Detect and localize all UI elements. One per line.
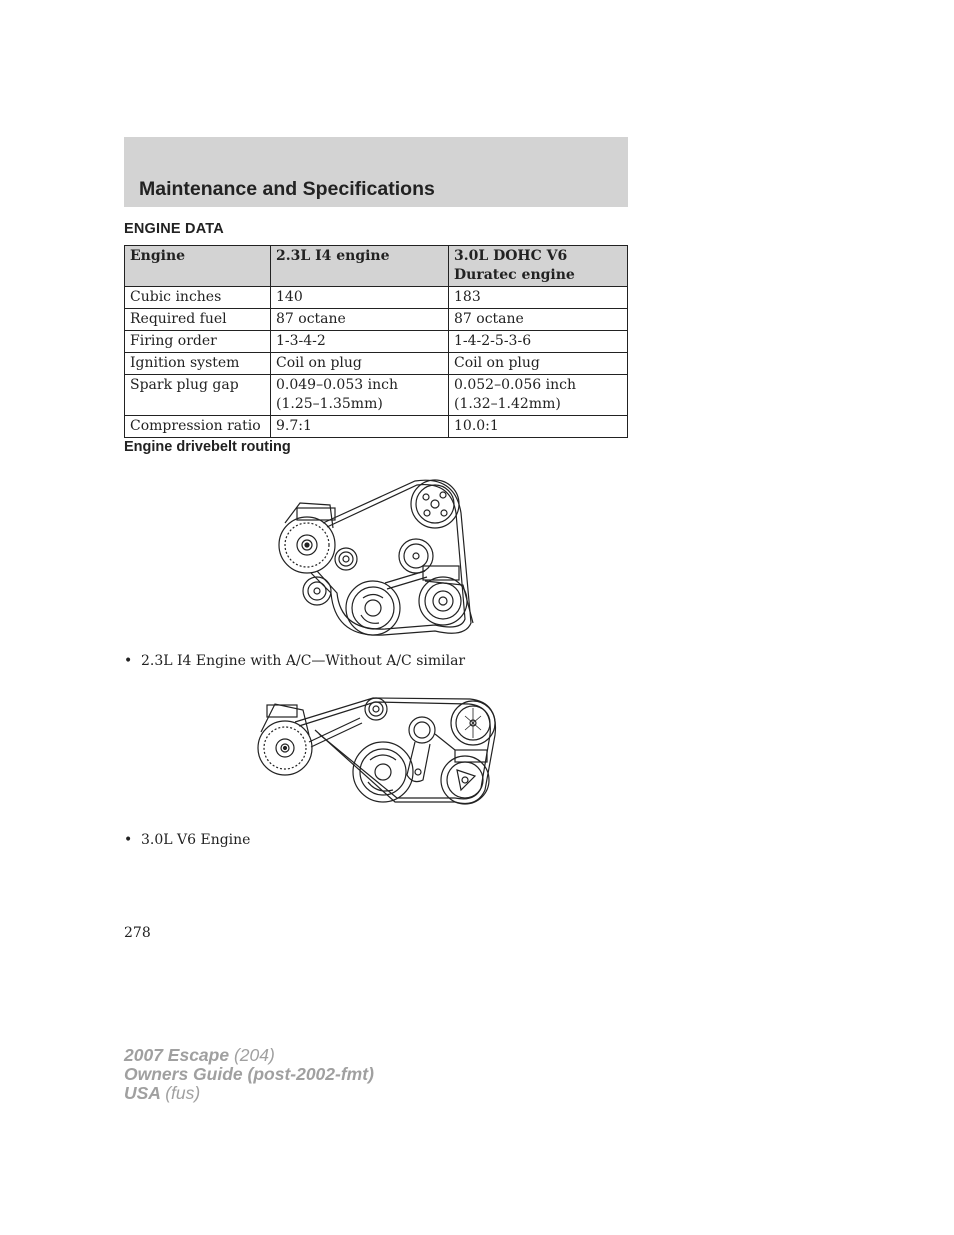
table-cell: 10.0:1 — [449, 416, 628, 438]
bullet-icon: • — [124, 653, 133, 669]
table-cell: Required fuel — [125, 309, 271, 331]
bullet-icon: • — [124, 832, 133, 848]
idler-pulley — [335, 548, 357, 570]
power-steering-pulley — [451, 701, 495, 745]
table-cell: Spark plug gap — [125, 375, 271, 416]
caption-v6 — [124, 832, 250, 848]
header-band — [124, 137, 628, 207]
water-pump-pulley — [399, 539, 433, 573]
footer-market: USA — [124, 1083, 161, 1103]
table-cell: Ignition system — [125, 353, 271, 375]
table-cell: Coil on plug — [271, 353, 449, 375]
section-heading: ENGINE DATA — [124, 221, 224, 237]
page-number: 278 — [124, 925, 151, 941]
crankshaft-pulley — [346, 581, 400, 635]
table-row — [125, 416, 628, 438]
table-cell: Cubic inches — [125, 287, 271, 309]
table-row — [125, 287, 628, 309]
table-cell: Firing order — [125, 331, 271, 353]
table-row — [125, 375, 628, 416]
table-cell: Compression ratio — [125, 416, 271, 438]
i4-belt-routing-diagram — [275, 473, 485, 638]
caption-i4 — [124, 653, 465, 669]
v6-belt-routing-diagram — [255, 690, 500, 810]
header-cell: 3.0L DOHC V6 Duratec engine — [449, 246, 628, 287]
table-cell: 1-3-4-2 — [271, 331, 449, 353]
page-title: Maintenance and Specifications — [139, 178, 435, 200]
footer — [124, 1046, 374, 1103]
table-row — [125, 309, 628, 331]
caption-text: 3.0L V6 Engine — [141, 832, 251, 848]
engine-data-table — [124, 245, 628, 438]
idler-pulley — [365, 698, 387, 720]
table-row — [125, 353, 628, 375]
power-steering-pulley — [411, 480, 459, 528]
table-cell: 183 — [449, 287, 628, 309]
caption-text: 2.3L I4 Engine with A/C—Without A/C similar — [141, 653, 466, 669]
table-cell: 0.052–0.056 inch (1.32–1.42mm) — [449, 375, 628, 416]
header-cell: 2.3L I4 engine — [271, 246, 449, 287]
footer-line-2: Owners Guide (post-2002-fmt) — [124, 1064, 374, 1084]
footer-market-code: (fus) — [165, 1083, 201, 1103]
alternator — [258, 704, 312, 775]
footer-model-code: (204) — [233, 1045, 275, 1065]
footer-model: 2007 Escape — [124, 1045, 230, 1065]
table-cell: 9.7:1 — [271, 416, 449, 438]
table-cell: Coil on plug — [449, 353, 628, 375]
table-cell: 87 octane — [449, 309, 628, 331]
table-header-row — [125, 246, 628, 287]
subsection-heading: Engine drivebelt routing — [124, 439, 291, 455]
table-cell: 87 octane — [271, 309, 449, 331]
footer-line-3 — [124, 1084, 374, 1103]
table-row — [125, 331, 628, 353]
tensioner-pulley — [407, 717, 435, 782]
header-cell: Engine — [125, 246, 271, 287]
table-cell: 140 — [271, 287, 449, 309]
table-cell: 1-4-2-5-3-6 — [449, 331, 628, 353]
drive-belt — [295, 698, 495, 804]
footer-line-1 — [124, 1046, 374, 1065]
alternator — [279, 503, 335, 573]
table-cell: 0.049–0.053 inch (1.25–1.35mm) — [271, 375, 449, 416]
